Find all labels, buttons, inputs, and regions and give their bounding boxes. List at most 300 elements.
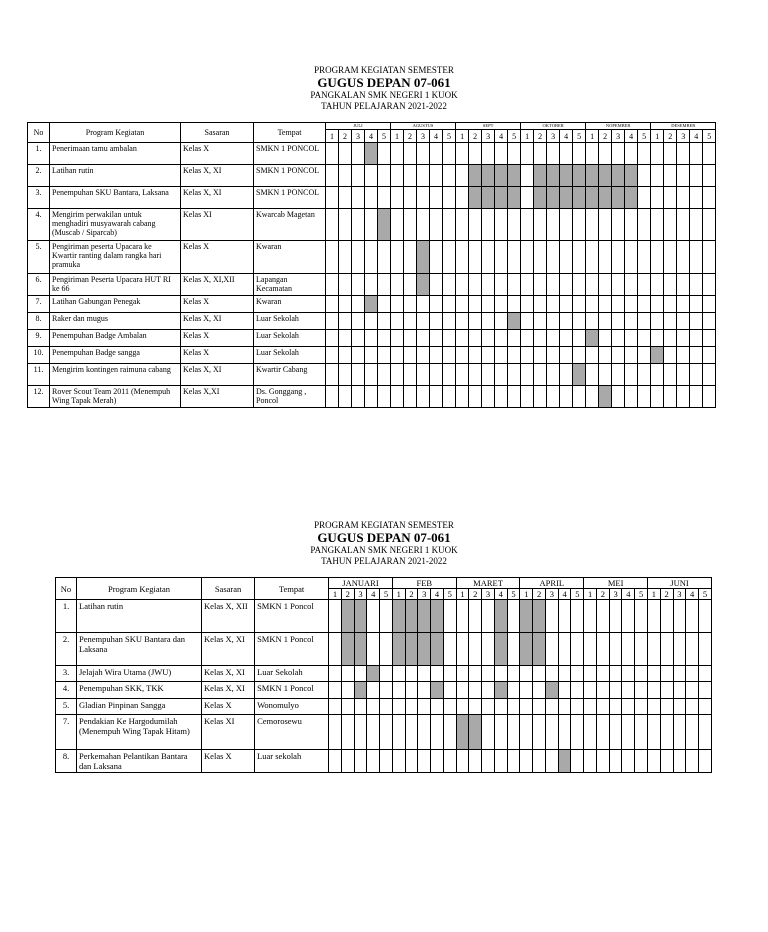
schedule-cell — [482, 633, 495, 666]
week-header: 3 — [418, 589, 431, 600]
schedule-cell — [560, 330, 573, 347]
schedule-cell — [456, 347, 469, 364]
schedule-cell — [326, 143, 339, 165]
week-header: 4 — [495, 130, 508, 143]
schedule-cell-filled — [417, 241, 430, 274]
schedule-cell — [660, 633, 673, 666]
row-sasaran: Kelas X, XI — [181, 187, 254, 209]
schedule-cell — [391, 386, 404, 408]
schedule-cell — [392, 699, 405, 715]
schedule-cell — [391, 364, 404, 386]
schedule-cell — [703, 274, 716, 296]
schedule-cell — [482, 347, 495, 364]
schedule-cell — [392, 750, 405, 773]
schedule-cell — [651, 274, 664, 296]
row-sasaran: Kelas X — [202, 699, 255, 715]
heading-line-1: PROGRAM KEGIATAN SEMESTER — [314, 520, 454, 530]
schedule-cell — [417, 330, 430, 347]
schedule-cell — [326, 241, 339, 274]
schedule-cell — [482, 699, 495, 715]
table-row — [28, 241, 716, 274]
schedule-cell — [456, 209, 469, 241]
schedule-cell — [404, 274, 417, 296]
schedule-cell — [534, 386, 547, 408]
heading-title: GUGUS DEPAN 07-061 — [317, 530, 451, 545]
schedule-cell — [622, 600, 635, 633]
schedule-cell — [494, 750, 507, 773]
row-sasaran: Kelas X,XI — [181, 386, 254, 408]
schedule-cell — [339, 330, 352, 347]
schedule-cell — [596, 682, 609, 699]
schedule-cell — [660, 600, 673, 633]
schedule-cell-filled — [508, 165, 521, 187]
schedule-cell — [560, 296, 573, 313]
schedule-cell-filled — [586, 165, 599, 187]
row-sasaran: Kelas X, XI — [202, 682, 255, 699]
schedule-cell — [456, 296, 469, 313]
schedule-cell — [625, 296, 638, 313]
schedule-cell — [558, 682, 571, 699]
row-sasaran: Kelas X, XI — [181, 165, 254, 187]
schedule-cell — [547, 386, 560, 408]
schedule-cell — [329, 666, 342, 682]
week-header: 5 — [378, 130, 391, 143]
schedule-cell — [405, 666, 418, 682]
row-sasaran: Kelas X, XI — [202, 666, 255, 682]
row-number: 6. — [28, 274, 50, 296]
schedule-cell — [380, 699, 393, 715]
schedule-cell — [354, 715, 367, 750]
heading-title: GUGUS DEPAN 07-061 — [317, 75, 451, 90]
schedule-cell — [430, 296, 443, 313]
schedule-cell — [635, 666, 648, 682]
week-header: 2 — [405, 589, 418, 600]
schedule-cell — [571, 682, 584, 699]
schedule-cell — [547, 364, 560, 386]
schedule-cell — [365, 364, 378, 386]
schedule-cell — [677, 241, 690, 274]
schedule-cell — [586, 274, 599, 296]
schedule-cell — [352, 209, 365, 241]
schedule-cell — [545, 666, 558, 682]
row-program: Penempuhan Badge sangga — [50, 347, 181, 364]
schedule-cell — [690, 330, 703, 347]
schedule-cell — [469, 386, 482, 408]
schedule-cell — [469, 296, 482, 313]
row-tempat: SMKN 1 Poncol — [255, 633, 329, 666]
week-header: 5 — [443, 130, 456, 143]
schedule-cell — [352, 187, 365, 209]
row-program: Pengiriman peserta Upacara ke Kwartir ranting dalam rangka hari pramuka — [50, 241, 181, 274]
schedule-cell — [648, 600, 661, 633]
schedule-cell-filled — [612, 165, 625, 187]
schedule-cell-filled — [494, 682, 507, 699]
schedule-cell — [380, 666, 393, 682]
schedule-cell-filled — [495, 187, 508, 209]
schedule-cell — [341, 699, 354, 715]
schedule-cell — [547, 330, 560, 347]
schedule-cell — [507, 600, 520, 633]
schedule-cell — [354, 699, 367, 715]
schedule-cell — [664, 187, 677, 209]
week-header: 5 — [571, 589, 584, 600]
week-header: 3 — [547, 130, 560, 143]
week-header: 3 — [482, 589, 495, 600]
schedule-cell — [545, 600, 558, 633]
row-tempat: Wonomulyo — [255, 699, 329, 715]
row-program: Mengirim kontingen raimuna cabang — [50, 364, 181, 386]
row-program: Mengirim perwakilan untuk menghadiri musyawarah cabang (Muscab / Siparcab) — [50, 209, 181, 241]
schedule-cell — [596, 666, 609, 682]
schedule-cell-filled — [560, 165, 573, 187]
schedule-cell — [508, 364, 521, 386]
schedule-cell — [651, 187, 664, 209]
schedule-cell — [571, 666, 584, 682]
row-tempat: Luar Sekolah — [254, 330, 326, 347]
schedule-cell — [638, 143, 651, 165]
row-program: Latihan rutin — [77, 600, 202, 633]
row-number: 10. — [28, 347, 50, 364]
schedule-cell — [703, 347, 716, 364]
schedule-cell — [573, 274, 586, 296]
schedule-cell — [690, 313, 703, 330]
schedule-cell — [648, 633, 661, 666]
schedule-cell — [352, 330, 365, 347]
schedule-cell — [673, 682, 686, 699]
week-header: 1 — [586, 130, 599, 143]
schedule-cell — [703, 386, 716, 408]
schedule-cell — [686, 600, 699, 633]
schedule-cell-filled — [625, 187, 638, 209]
schedule-cell — [584, 633, 597, 666]
schedule-cell — [638, 364, 651, 386]
schedule-cell — [378, 187, 391, 209]
table-row — [28, 187, 716, 209]
schedule-cell — [586, 364, 599, 386]
schedule-cell — [482, 386, 495, 408]
schedule-cell-filled — [417, 274, 430, 296]
schedule-cell — [660, 682, 673, 699]
row-program: Latihan Gabungan Penegak — [50, 296, 181, 313]
schedule-cell — [545, 699, 558, 715]
col-header-sasaran: Sasaran — [202, 578, 255, 600]
schedule-cell — [690, 209, 703, 241]
schedule-cell — [609, 715, 622, 750]
schedule-cell-filled — [431, 682, 444, 699]
schedule-cell — [599, 143, 612, 165]
row-number: 9. — [28, 330, 50, 347]
schedule-cell — [609, 750, 622, 773]
schedule-cell — [507, 633, 520, 666]
schedule-cell — [677, 296, 690, 313]
row-sasaran: Kelas X — [181, 143, 254, 165]
schedule-cell — [456, 750, 469, 773]
schedule-cell — [703, 330, 716, 347]
schedule-cell — [339, 143, 352, 165]
schedule-cell — [560, 143, 573, 165]
schedule-cell-filled — [533, 600, 546, 633]
schedule-cell — [352, 364, 365, 386]
row-number: 1. — [28, 143, 50, 165]
week-header: 2 — [469, 130, 482, 143]
schedule-cell — [547, 274, 560, 296]
schedule-cell — [558, 715, 571, 750]
schedule-cell — [392, 666, 405, 682]
schedule-cell-filled — [612, 187, 625, 209]
schedule-cell-filled — [482, 165, 495, 187]
schedule-cell — [443, 386, 456, 408]
schedule-cell — [352, 313, 365, 330]
schedule-cell — [521, 143, 534, 165]
schedule-cell — [443, 330, 456, 347]
schedule-cell — [339, 274, 352, 296]
schedule-cell — [404, 143, 417, 165]
week-header: 5 — [638, 130, 651, 143]
schedule-cell — [482, 600, 495, 633]
schedule-cell — [443, 296, 456, 313]
schedule-cell — [430, 347, 443, 364]
schedule-cell — [521, 330, 534, 347]
schedule-cell — [686, 633, 699, 666]
col-header-no: No — [28, 123, 50, 143]
schedule-cell — [443, 715, 456, 750]
schedule-cell-filled — [534, 187, 547, 209]
schedule-cell — [443, 187, 456, 209]
schedule-cell — [686, 715, 699, 750]
schedule-cell — [651, 241, 664, 274]
schedule-cell — [638, 209, 651, 241]
schedule-cell — [367, 633, 380, 666]
schedule-cell — [677, 165, 690, 187]
schedule-cell — [469, 600, 482, 633]
row-program: Pengiriman Peserta Upacara HUT RI ke 66 — [50, 274, 181, 296]
schedule-cell — [430, 241, 443, 274]
schedule-cell-filled — [520, 600, 533, 633]
schedule-cell — [609, 633, 622, 666]
schedule-cell — [596, 750, 609, 773]
schedule-cell — [431, 666, 444, 682]
schedule-cell — [378, 313, 391, 330]
row-program: Perkemahan Pelantikan Bantara dan Laksana — [77, 750, 202, 773]
schedule-cell — [571, 715, 584, 750]
schedule-cell-filled — [534, 165, 547, 187]
schedule-cell — [418, 682, 431, 699]
schedule-cell — [699, 666, 712, 682]
schedule-cell — [612, 386, 625, 408]
schedule-cell — [469, 666, 482, 682]
schedule-cell — [521, 187, 534, 209]
schedule-cell — [703, 364, 716, 386]
schedule-cell — [507, 666, 520, 682]
schedule-cell — [495, 209, 508, 241]
schedule-cell — [638, 187, 651, 209]
schedule-cell — [560, 241, 573, 274]
schedule-cell — [599, 364, 612, 386]
schedule-cell — [456, 633, 469, 666]
schedule-cell — [495, 274, 508, 296]
week-header: 3 — [545, 589, 558, 600]
row-tempat: SMKN 1 PONCOL — [254, 165, 326, 187]
schedule-cell — [573, 209, 586, 241]
schedule-cell — [586, 241, 599, 274]
row-tempat: SMKN 1 Poncol — [255, 600, 329, 633]
week-header: 1 — [456, 589, 469, 600]
schedule-cell — [612, 330, 625, 347]
schedule-cell — [404, 330, 417, 347]
schedule-cell — [443, 209, 456, 241]
schedule-cell — [699, 682, 712, 699]
schedule-cell — [560, 347, 573, 364]
schedule-cell — [431, 715, 444, 750]
schedule-cell — [367, 699, 380, 715]
week-header: 4 — [367, 589, 380, 600]
schedule-cell — [677, 364, 690, 386]
month-header: NOPEMBER — [586, 123, 651, 130]
week-header: 2 — [404, 130, 417, 143]
schedule-cell — [664, 364, 677, 386]
schedule-cell — [677, 386, 690, 408]
week-header: 5 — [508, 130, 521, 143]
schedule-cell — [547, 241, 560, 274]
schedule-cell — [326, 209, 339, 241]
heading-line-1: PROGRAM KEGIATAN SEMESTER — [314, 65, 454, 75]
schedule-cell — [391, 296, 404, 313]
schedule-cell-filled — [495, 165, 508, 187]
week-header: 4 — [494, 589, 507, 600]
schedule-cell — [341, 666, 354, 682]
schedule-cell — [635, 682, 648, 699]
row-program: Penempuhan SKU Bantara dan Laksana — [77, 633, 202, 666]
week-header: 2 — [469, 589, 482, 600]
schedule-cell — [354, 666, 367, 682]
schedule-cell-filled — [573, 364, 586, 386]
table-row — [28, 143, 716, 165]
schedule-cell — [469, 330, 482, 347]
schedule-cell — [635, 600, 648, 633]
schedule-cell — [699, 633, 712, 666]
week-header: 5 — [573, 130, 586, 143]
schedule-cell — [664, 143, 677, 165]
schedule-cell — [625, 330, 638, 347]
row-number: 3. — [56, 666, 77, 682]
schedule-cell — [635, 633, 648, 666]
schedule-cell — [329, 682, 342, 699]
schedule-cell — [638, 296, 651, 313]
week-header: 3 — [352, 130, 365, 143]
schedule-cell-filled — [418, 600, 431, 633]
row-sasaran: Kelas X, XI — [202, 633, 255, 666]
week-header: 4 — [625, 130, 638, 143]
schedule-cell — [365, 165, 378, 187]
schedule-cell — [469, 364, 482, 386]
schedule-cell — [352, 165, 365, 187]
schedule-cell — [339, 313, 352, 330]
schedule-cell — [573, 143, 586, 165]
schedule-cell — [482, 364, 495, 386]
schedule-cell — [391, 347, 404, 364]
schedule-cell — [495, 313, 508, 330]
schedule-cell-filled — [482, 187, 495, 209]
week-header: 2 — [341, 589, 354, 600]
schedule-cell — [534, 296, 547, 313]
table-row — [56, 682, 712, 699]
schedule-cell — [404, 241, 417, 274]
schedule-cell — [534, 143, 547, 165]
schedule-cell — [584, 600, 597, 633]
schedule-cell — [625, 209, 638, 241]
schedule-cell — [443, 143, 456, 165]
schedule-cell-filled — [341, 600, 354, 633]
week-header: 3 — [354, 589, 367, 600]
week-header: 4 — [690, 130, 703, 143]
week-header: 1 — [584, 589, 597, 600]
schedule-cell-filled — [560, 187, 573, 209]
week-header: 2 — [339, 130, 352, 143]
schedule-cell — [560, 313, 573, 330]
schedule-cell — [430, 313, 443, 330]
schedule-cell-filled — [573, 165, 586, 187]
schedule-cell — [391, 330, 404, 347]
schedule-cell — [352, 386, 365, 408]
schedule-cell — [430, 386, 443, 408]
schedule-cell-filled — [392, 633, 405, 666]
row-number: 3. — [28, 187, 50, 209]
week-header: 3 — [609, 589, 622, 600]
schedule-cell — [417, 386, 430, 408]
schedule-cell-filled — [533, 633, 546, 666]
schedule-cell — [534, 313, 547, 330]
week-header: 1 — [391, 130, 404, 143]
schedule-cell — [699, 715, 712, 750]
schedule-cell — [456, 313, 469, 330]
schedule-cell — [418, 750, 431, 773]
week-header: 2 — [664, 130, 677, 143]
schedule-cell — [635, 750, 648, 773]
row-program: Penempuhan Badge Ambalan — [50, 330, 181, 347]
schedule-cell — [690, 143, 703, 165]
schedule-cell-filled — [625, 165, 638, 187]
schedule-cell — [648, 682, 661, 699]
schedule-cell — [418, 699, 431, 715]
schedule-cell — [573, 296, 586, 313]
schedule-cell — [339, 209, 352, 241]
schedule-cell — [625, 274, 638, 296]
table-row — [56, 699, 712, 715]
schedule-cell — [520, 682, 533, 699]
schedule-cell — [326, 313, 339, 330]
schedule-cell — [417, 143, 430, 165]
month-header: AGUSTUS — [391, 123, 456, 130]
schedule-cell — [612, 143, 625, 165]
schedule-cell — [404, 386, 417, 408]
schedule-cell — [547, 209, 560, 241]
table-row — [56, 666, 712, 682]
schedule-cell — [507, 682, 520, 699]
schedule-cell — [341, 750, 354, 773]
schedule-cell-filled — [573, 187, 586, 209]
month-header: MARET — [456, 578, 520, 589]
schedule-cell — [638, 165, 651, 187]
row-number: 8. — [28, 313, 50, 330]
week-header: 1 — [329, 589, 342, 600]
schedule-cell — [391, 313, 404, 330]
schedule-cell — [521, 313, 534, 330]
month-header: MEI — [584, 578, 648, 589]
schedule-cell — [404, 364, 417, 386]
schedule-cell — [547, 313, 560, 330]
schedule-cell — [599, 347, 612, 364]
schedule-cell-filled — [365, 143, 378, 165]
